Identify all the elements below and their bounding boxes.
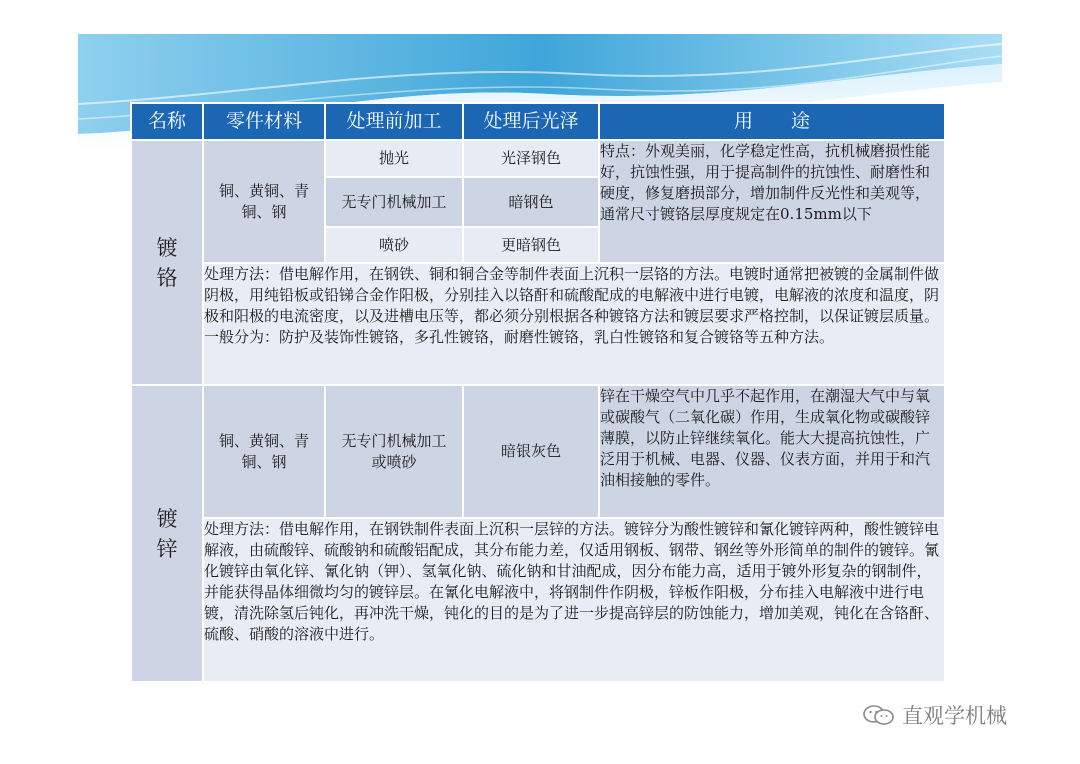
header-row xyxy=(131,103,945,140)
plating-table xyxy=(130,102,946,683)
header-material: 零件材料 xyxy=(203,103,325,140)
header-use: 用 途 xyxy=(599,103,945,140)
zinc-row xyxy=(131,385,945,518)
watermark xyxy=(862,700,1007,730)
zinc-pre: 无专门机械加工或喷砂 xyxy=(325,385,463,518)
chrome-name: 镀铬 xyxy=(156,235,178,290)
zinc-name-cell xyxy=(131,385,203,682)
chrome-pre-1: 抛光 xyxy=(325,140,463,177)
zinc-material: 铜、黄铜、青铜、钢 xyxy=(203,385,325,518)
slide xyxy=(78,34,1002,732)
chrome-method-row xyxy=(131,263,945,385)
watermark-text: 直观学机械 xyxy=(902,704,1007,728)
zinc-gloss: 暗银灰色 xyxy=(463,385,599,518)
header-gloss: 处理后光泽 xyxy=(463,103,599,140)
wechat-icon xyxy=(862,704,896,726)
chrome-name-cell xyxy=(131,140,203,385)
header-name: 名称 xyxy=(131,103,203,140)
chrome-row-1 xyxy=(131,140,945,177)
chrome-method: 处理方法：借电解作用，在钢铁、铜和铜合金等制件表面上沉积一层铬的方法。电镀时通常把被镀的金属制件做阴极，用纯铅板或铅锑合金作阳极，分别挂入以铬酐和硫酸配成的电解液中进行电镀，电解液的浓度和温度，阴极和阳极的电流密度，以及进槽电压等，都必须分别根据各种镀铬方法和镀层要求严格控制，以保证镀层质量。一般分为：防护及装饰性镀铬，多孔性镀铬，耐磨性镀铬，乳白性镀铬和复合镀铬等五种方法。 xyxy=(203,263,945,385)
zinc-method: 处理方法：借电解作用，在钢铁制件表面上沉积一层锌的方法。镀锌分为酸性镀锌和氰化镀锌两种，酸性镀锌电解液，由硫酸锌、硫酸钠和硫酸铝配成，其分布能力差，仅适用钢板、钢带、钢丝等外形简单的制件的镀锌。氰化镀锌由氧化锌、氰化钠（钾）、氢氧化钠、硫化钠和甘油配成，因分布能力高，适用于镀外形复杂的钢制件，并能获得晶体细微均匀的镀锌层。在氰化电解液中，将钢制件作阴极，锌板作阳极，分布挂入电解液中进行电镀，清洗除氢后钝化，再冲洗干燥，钝化的目的是为了进一步提高锌层的防蚀能力，增加美观，钝化在含铬酐、硫酸、硝酸的溶液中进行。 xyxy=(203,518,945,682)
chrome-material: 铜、黄铜、青铜、钢 xyxy=(203,140,325,263)
zinc-use: 锌在干燥空气中几乎不起作用，在潮湿大气中与氧或碳酸气（二氧化碳）作用，生成氧化物或碳酸锌薄膜，以防止锌继续氧化。能大大提高抗蚀性，广泛用于机械、电器、仪器、仪表方面，并用于和汽油相接触的零件。 xyxy=(599,385,945,518)
zinc-method-row xyxy=(131,518,945,682)
chrome-gloss-2: 暗钢色 xyxy=(463,177,599,227)
chrome-pre-3: 喷砂 xyxy=(325,227,463,263)
header-pre-process: 处理前加工 xyxy=(325,103,463,140)
chrome-gloss-3: 更暗钢色 xyxy=(463,227,599,263)
chrome-pre-2: 无专门机械加工 xyxy=(325,177,463,227)
zinc-name: 镀锌 xyxy=(156,506,178,561)
chrome-use: 特点：外观美丽，化学稳定性高，抗机械磨损性能好，抗蚀性强，用于提高制件的抗蚀性、耐磨性和硬度，修复磨损部分，增加制件反光性和美观等，通常尺寸镀铬层厚度规定在0.15mm以下 xyxy=(599,140,945,263)
chrome-gloss-1: 光泽钢色 xyxy=(463,140,599,177)
